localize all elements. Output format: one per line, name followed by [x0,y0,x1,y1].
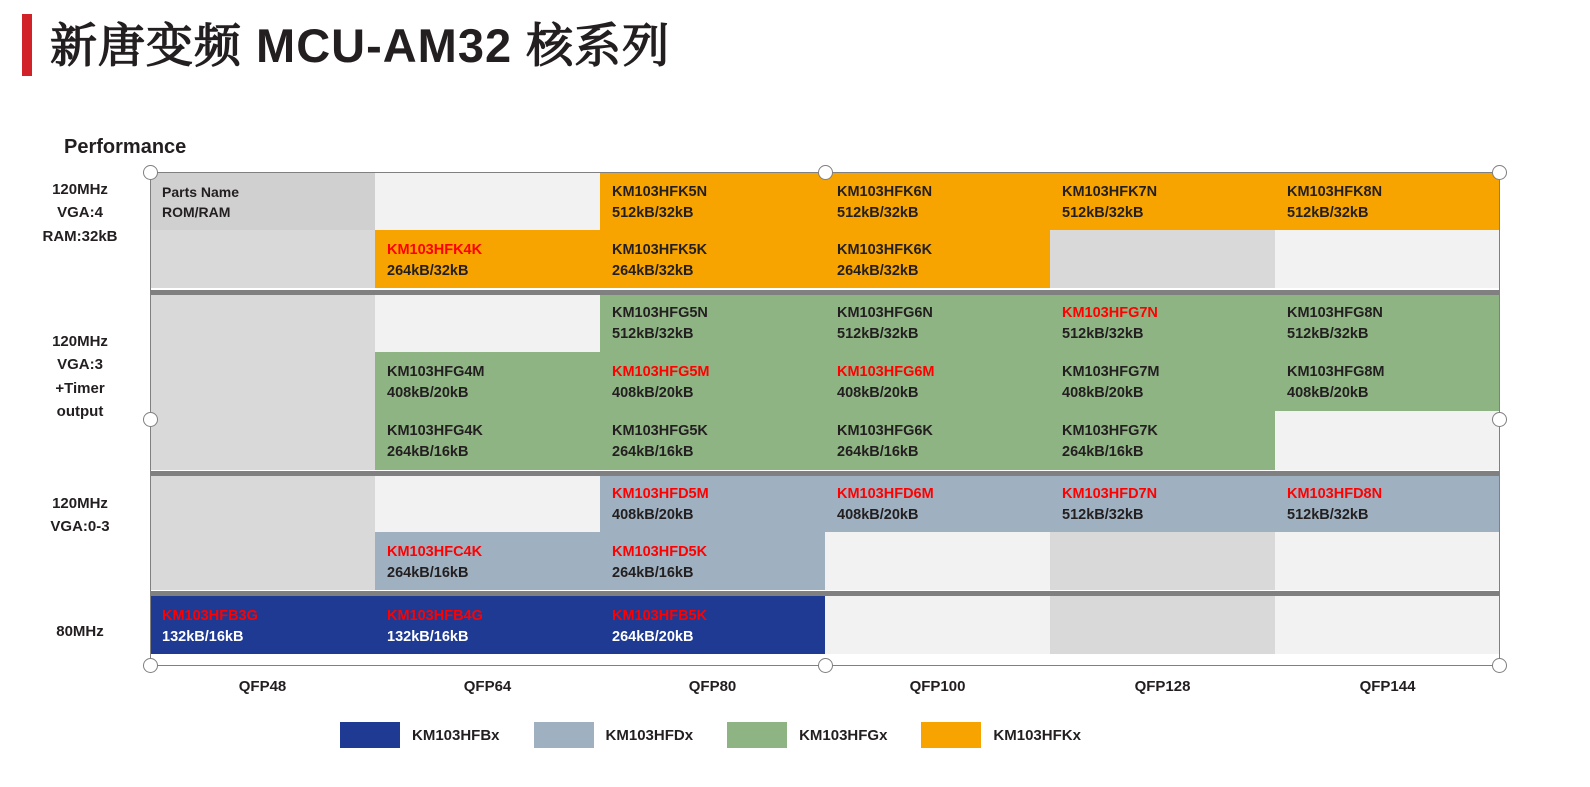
y-axis-label-line: 80MHz [56,623,104,640]
part-number: KM103HFG7N [1062,305,1158,321]
matrix-cell-empty [150,293,375,352]
y-axis-label-line: 120MHz [52,333,108,350]
part-number: KM103HFG4M [387,364,485,380]
part-number: KM103HFG6K [837,423,933,439]
part-number: KM103HFG5K [612,423,708,439]
matrix-cell-km103hfg6n [825,293,1050,352]
legend-label: KM103HFGx [799,726,888,744]
part-number: KM103HFG6M [837,364,935,380]
chart-resize-handle[interactable] [818,658,833,673]
chart-resize-handle[interactable] [143,412,158,427]
part-memory: 408kB/20kB [837,385,919,402]
y-axis-label-line: 120MHz [52,181,108,198]
matrix-cell-empty [825,532,1050,590]
matrix-cell-km103hfg5k [600,411,825,470]
matrix-cell-km103hfk8n [1275,172,1500,230]
part-memory: 132kB/16kB [387,629,469,646]
matrix-grid [150,172,1500,666]
part-memory: 408kB/20kB [1062,385,1144,402]
legend-label: KM103HFBx [412,726,500,744]
matrix-cell-empty [150,411,375,470]
chart-resize-handle[interactable] [1492,412,1507,427]
matrix-cell-km103hfg6m [825,352,1050,411]
part-number: KM103HFK7N [1062,184,1158,200]
matrix-cell-km103hfg7k [1050,411,1275,470]
y-axis-label-line: VGA:3 [57,356,103,374]
part-memory: 264kB/16kB [387,444,469,461]
part-number: KM103HFK6N [837,184,933,200]
chart-resize-handle[interactable] [143,165,158,180]
chart-resize-handle[interactable] [1492,165,1507,180]
part-number: KM103HFG4K [387,423,483,439]
part-number: KM103HFK6K [837,242,933,258]
part-memory: 132kB/16kB [162,629,244,646]
part-memory: 512kB/32kB [837,326,919,343]
x-axis-label-qfp100: QFP100 [909,678,966,695]
matrix-cell-empty [375,172,600,230]
part-number: KM103HFB5K [612,608,708,624]
matrix-cell-km103hfk6n [825,172,1050,230]
group-separator-2 [150,471,1500,476]
x-axis-label-qfp48: QFP48 [238,678,287,695]
legend-item-km103hfkx [921,722,1081,748]
matrix-cell-km103hfd6m [825,474,1050,532]
chart-resize-handle[interactable] [818,165,833,180]
y-axis-group-label [25,178,135,248]
part-memory: 264kB/32kB [612,263,694,280]
y-axis-group-label [25,492,135,539]
legend-swatch [340,722,400,748]
part-memory: 512kB/32kB [612,326,694,343]
matrix-cell-empty [1275,596,1500,654]
legend [340,722,1115,748]
part-number: KM103HFG8N [1287,305,1383,321]
y-axis-label-line: RAM:32kB [42,227,118,245]
matrix-cell-km103hfg7m [1050,352,1275,411]
y-axis-label-line: 120MHz [52,495,108,512]
part-memory: 408kB/20kB [387,385,469,402]
part-number: KM103HFG8M [1287,364,1385,380]
y-axis-group-label [25,620,135,643]
matrix-cell-empty [150,532,375,590]
matrix-cell-km103hfd5m [600,474,825,532]
matrix-cell-empty [150,474,375,532]
part-memory: 512kB/32kB [612,205,694,222]
part-memory: 264kB/32kB [387,263,469,280]
part-number: KM103HFD8N [1287,486,1383,502]
page-title [22,14,670,76]
performance-axis-label: Performance [64,136,187,158]
part-memory: 512kB/32kB [1062,507,1144,524]
matrix-cell-empty [375,474,600,532]
matrix-cell-km103hfg8n [1275,293,1500,352]
y-axis-group-label [25,330,135,423]
chart-resize-handle[interactable] [143,658,158,673]
matrix-cell-km103hfd7n [1050,474,1275,532]
legend-swatch [921,722,981,748]
matrix-cell-km103hfb4g [375,596,600,654]
part-memory: 512kB/32kB [1287,205,1369,222]
part-memory: 512kB/32kB [1062,326,1144,343]
matrix-cell-km103hfb3g [150,596,375,654]
matrix-cell-empty [150,352,375,411]
legend-swatch [534,722,594,748]
part-memory: 264kB/16kB [1062,444,1144,461]
legend-item-km103hfbx [340,722,500,748]
matrix-cell-km103hfd5k [600,532,825,590]
part-number: KM103HFG6N [837,305,933,321]
header-parts-name: Parts Name [162,184,240,200]
title-accent-bar [22,14,32,76]
matrix-cell-empty [1275,411,1500,470]
part-number: KM103HFD5M [612,486,709,502]
matrix-cell-km103hfd8n [1275,474,1500,532]
part-memory: 512kB/32kB [837,205,919,222]
part-number: KM103HFK4K [387,242,483,258]
legend-item-km103hfdx [534,722,694,748]
matrix-cell-km103hfc4k [375,532,600,590]
matrix-cell-empty [1050,230,1275,288]
matrix-cell-empty [1050,532,1275,590]
legend-label: KM103HFDx [605,726,694,744]
legend-item-km103hfgx [727,722,887,748]
part-memory: 264kB/16kB [612,565,694,582]
y-axis-label-line: output [56,402,104,420]
part-number: KM103HFB4G [387,608,483,624]
x-axis-label-qfp128: QFP128 [1134,678,1191,695]
matrix-cell-km103hfk7n [1050,172,1275,230]
matrix-cell-km103hfg7n [1050,293,1275,352]
part-memory: 264kB/16kB [612,444,694,461]
x-axis-label-qfp80: QFP80 [688,678,737,695]
y-axis-label-line: VGA:4 [57,204,103,222]
matrix-cell-km103hfg6k [825,411,1050,470]
matrix-cell-km103hfg4k [375,411,600,470]
part-memory: 264kB/20kB [612,629,694,646]
matrix-cell-empty [1275,532,1500,590]
part-number: KM103HFK5N [612,184,708,200]
part-memory: 264kB/16kB [837,444,919,461]
legend-swatch [727,722,787,748]
header-rom-ram: ROM/RAM [162,204,231,221]
part-memory: 408kB/20kB [837,507,919,524]
part-number: KM103HFC4K [387,544,483,560]
part-memory: 408kB/20kB [612,385,694,402]
part-number: KM103HFG5M [612,364,710,380]
part-number: KM103HFG7M [1062,364,1160,380]
part-memory: 512kB/32kB [1287,507,1369,524]
matrix-cell-km103hfg8m [1275,352,1500,411]
matrix-cell-empty [375,293,600,352]
part-memory: 264kB/32kB [837,263,919,280]
matrix-cell-km103hfk5k [600,230,825,288]
part-number: KM103HFK8N [1287,184,1383,200]
part-number: KM103HFG7K [1062,423,1158,439]
y-axis-label-line: VGA:0-3 [50,518,110,536]
legend-label: KM103HFKx [993,726,1081,744]
part-memory: 408kB/20kB [1287,385,1369,402]
part-number: KM103HFD5K [612,544,708,560]
product-matrix-chart [150,172,1500,666]
part-memory: 408kB/20kB [612,507,694,524]
part-memory: 512kB/32kB [1062,205,1144,222]
part-memory: 512kB/32kB [1287,326,1369,343]
part-memory: 264kB/16kB [387,565,469,582]
matrix-cell-km103hfk5n [600,172,825,230]
part-number: KM103HFK5K [612,242,708,258]
matrix-cell-km103hfk6k [825,230,1050,288]
part-number: KM103HFD7N [1062,486,1158,502]
x-axis-label-qfp144: QFP144 [1359,678,1416,695]
y-axis-label-line: +Timer [55,379,105,397]
group-separator-1 [150,290,1500,295]
x-axis-label-qfp64: QFP64 [463,678,512,695]
matrix-cell-km103hfk4k [375,230,600,288]
matrix-cell-parts name [150,172,375,230]
chart-resize-handle[interactable] [1492,658,1507,673]
matrix-cell-empty [825,596,1050,654]
part-number: KM103HFD6M [837,486,934,502]
group-separator-3 [150,591,1500,596]
part-number: KM103HFB3G [162,608,258,624]
matrix-cell-km103hfg4m [375,352,600,411]
matrix-cell-empty [1050,596,1275,654]
matrix-cell-km103hfg5m [600,352,825,411]
matrix-cell-km103hfg5n [600,293,825,352]
matrix-cell-empty [1275,230,1500,288]
matrix-cell-empty [150,230,375,288]
title-text: 新唐变频 MCU-AM32 核系列 [50,18,671,72]
part-number: KM103HFG5N [612,305,708,321]
matrix-cell-km103hfb5k [600,596,825,654]
